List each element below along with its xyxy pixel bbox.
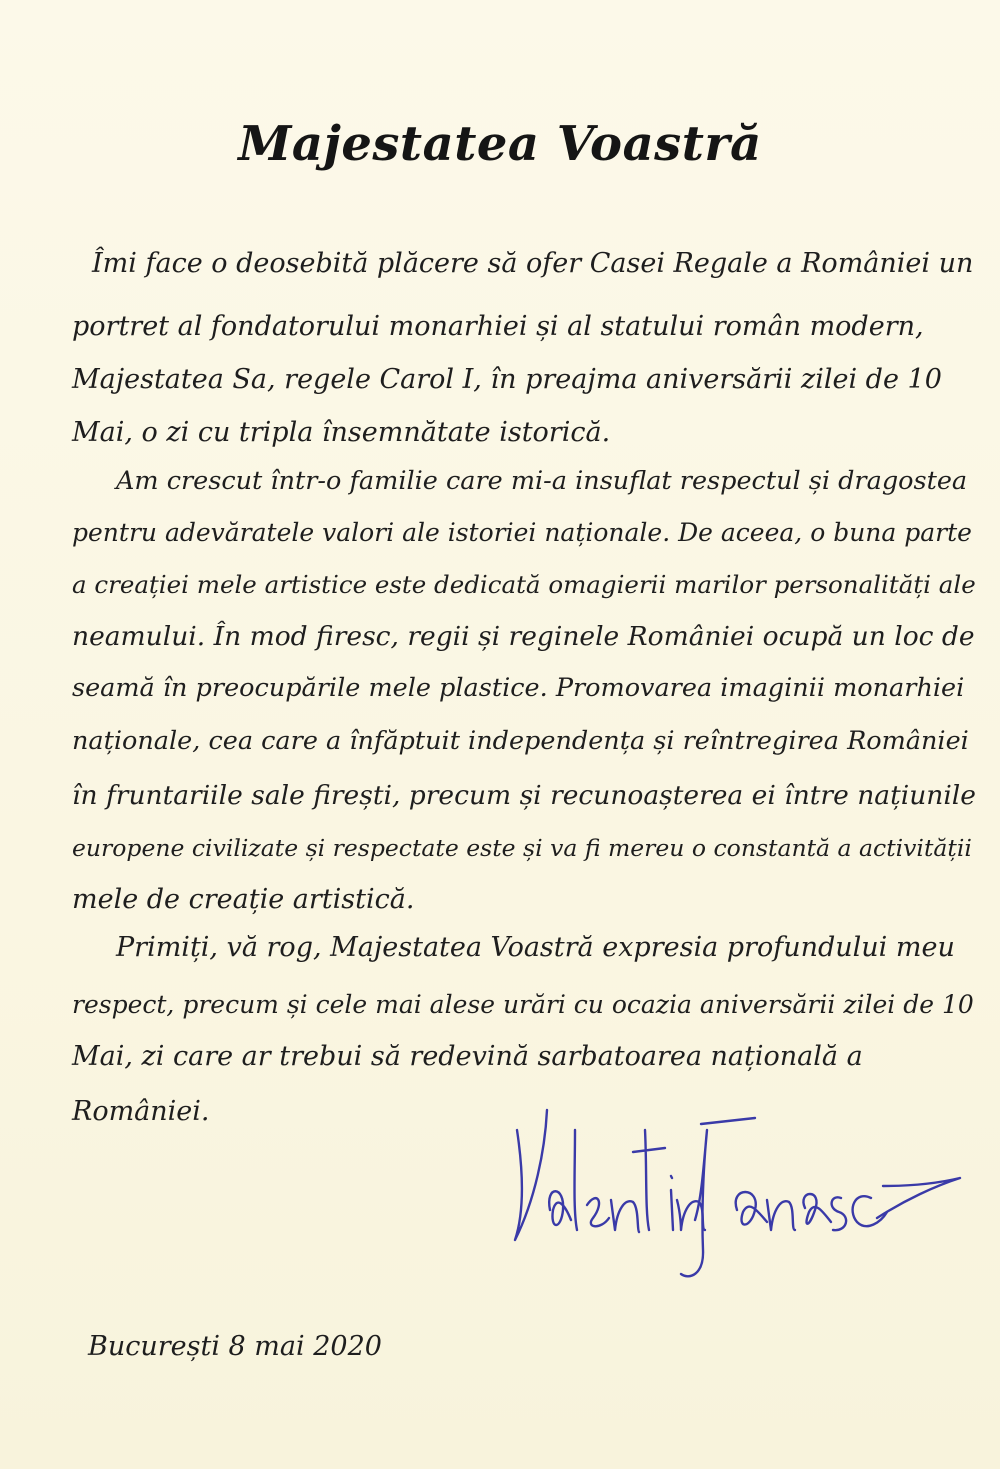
paragraph-2-line-5: seamă în preocupările mele plastice. Promovarea imaginii monarhiei — [72, 673, 965, 703]
paragraph-2-line-4: neamului. În mod firesc, regii și reginele României ocupă un loc de — [72, 621, 975, 652]
paragraph-2-line-8: europene civilizate și respectate este și va fi mereu o constantă a activității — [72, 834, 972, 862]
paragraph-1-line-4: Mai, o zi cu tripla însemnătate istorică. — [72, 417, 611, 448]
letter-date: București 8 mai 2020 — [88, 1331, 382, 1362]
paragraph-2-line-2: pentru adevăratele valori ale istoriei naționale. De aceea, o buna parte — [72, 518, 972, 547]
paragraph-3-line-3: Mai, zi care ar trebui să redevină sarbatoarea națională a — [72, 1041, 863, 1072]
paragraph-1-line-2: portret al fondatorului monarhiei și al statului român modern, — [72, 311, 924, 342]
paragraph-1-line-3: Majestatea Sa, regele Carol I, în preajma aniversării zilei de 10 — [72, 364, 942, 395]
paragraph-2-line-7: în fruntariile sale firești, precum și recunoașterea ei între națiunile — [72, 780, 976, 811]
paragraph-2-line-1: Am crescut într-o familie care mi-a insuflat respectul și dragostea — [116, 466, 968, 496]
paragraph-2-line-6: naționale, cea care a înfăptuit independența și reîntregirea României — [72, 726, 969, 756]
paragraph-3-line-1: Primiți, vă rog, Majestatea Voastră expresia profundului meu — [116, 932, 955, 963]
handwritten-signature — [505, 1090, 965, 1290]
paragraph-3-line-4: României. — [72, 1096, 210, 1127]
paragraph-2-line-9: mele de creație artistică. — [72, 884, 415, 915]
paragraph-2-line-3: a creației mele artistice este dedicată omagierii marilor personalități ale — [72, 570, 976, 599]
letter-title: Majestatea Voastră — [238, 116, 762, 172]
paragraph-1-line-1: Îmi face o deosebită plăcere să ofer Casei Regale a României un — [92, 248, 974, 279]
paragraph-3-line-2: respect, precum și cele mai alese urări cu ocazia aniversării zilei de 10 — [72, 990, 974, 1019]
